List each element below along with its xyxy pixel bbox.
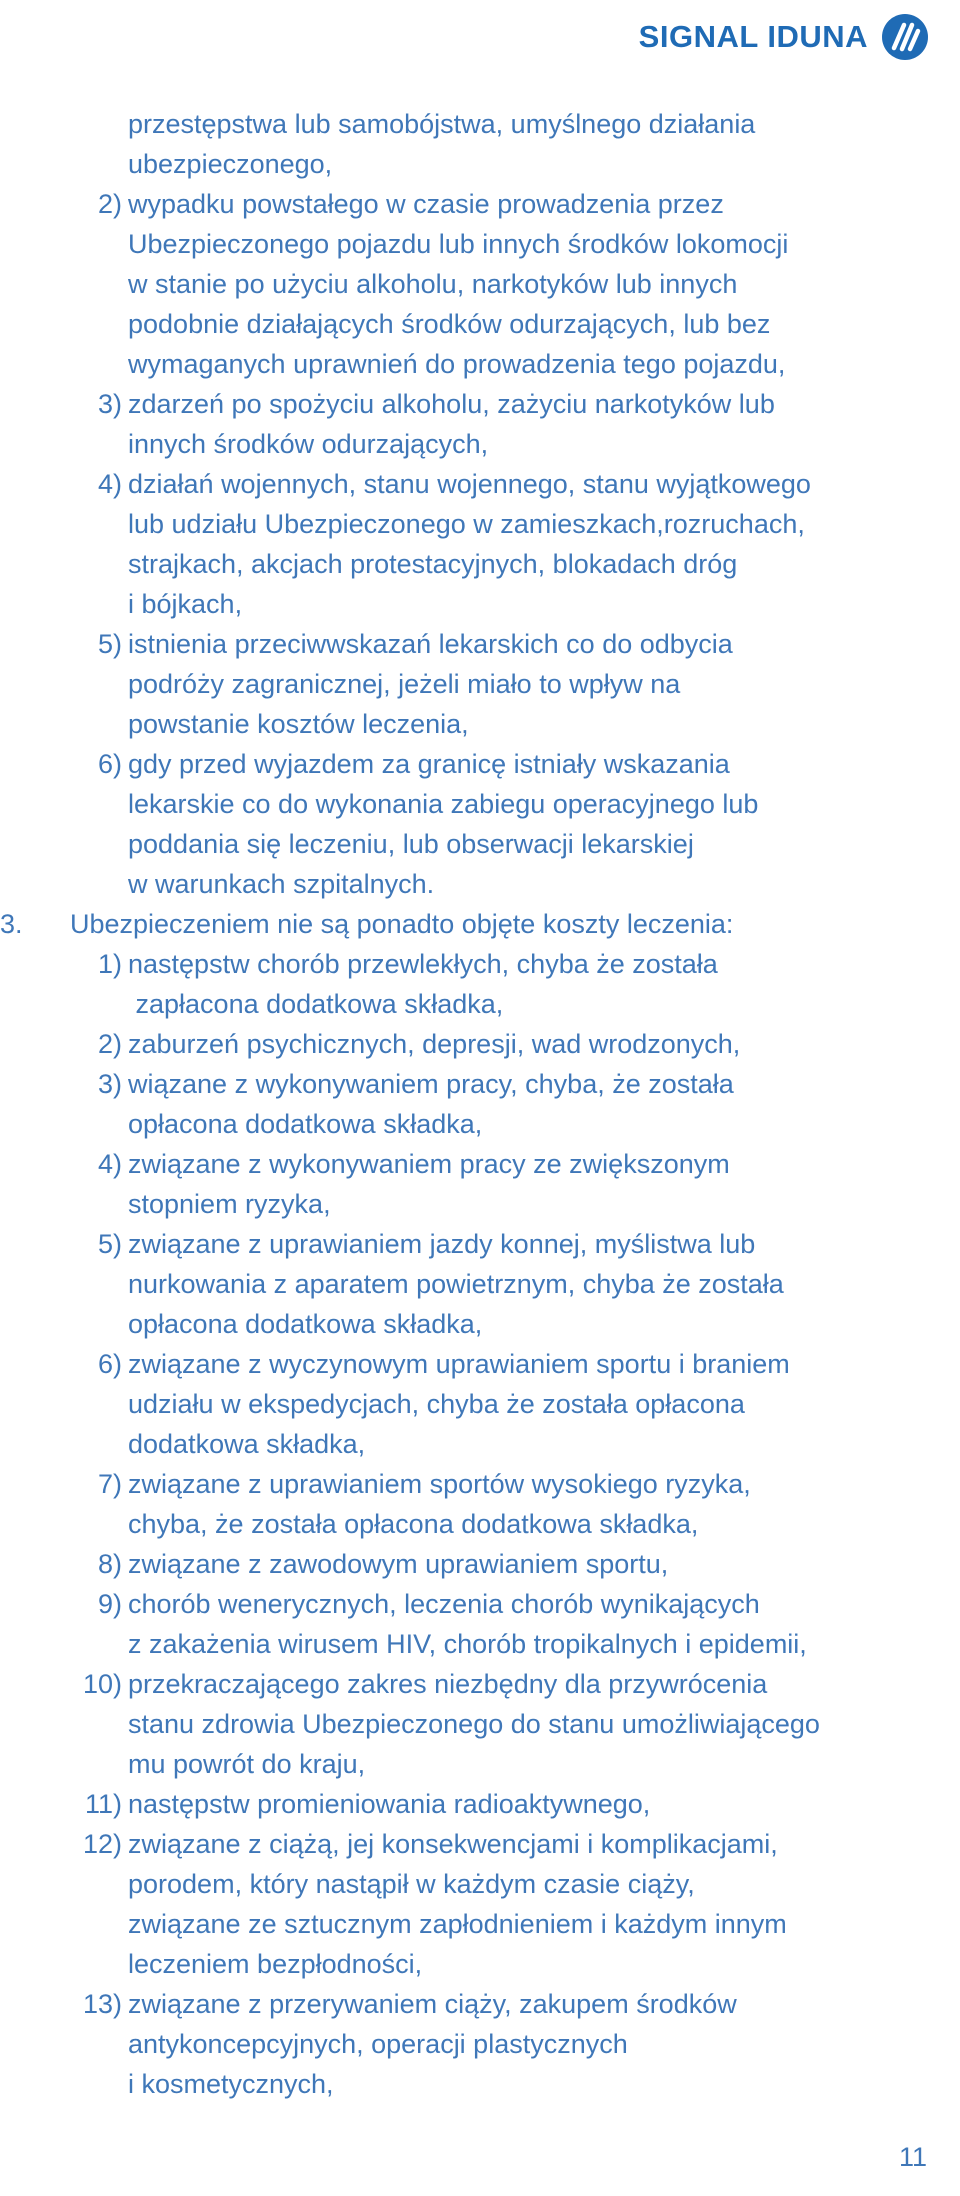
list-item-line: [70, 624, 925, 664]
line-text: opłacona dodatkowa składka,: [128, 1109, 483, 1139]
list-item-line: [70, 1544, 925, 1584]
list-item-line: [70, 184, 925, 224]
brand-name: SIGNAL IDUNA: [638, 19, 868, 54]
list-item-line: [70, 464, 925, 504]
list-item-number: 5): [97, 1229, 122, 1259]
line-text: i kosmetycznych,: [128, 2069, 334, 2099]
line-text: Ubezpieczonego pojazdu lub innych środków lokomocji: [128, 229, 789, 259]
line-text: ubezpieczonego,: [128, 149, 333, 179]
line-text: poddania się leczeniu, lub obserwacji lekarskiej: [128, 829, 694, 859]
continuation-line: [70, 1104, 925, 1144]
continuation-line: [70, 224, 925, 264]
list-item-number: 9): [97, 1589, 122, 1619]
continuation-line: [70, 1184, 925, 1224]
list-item-line: [70, 1664, 925, 1704]
line-text: strajkach, akcjach protestacyjnych, blokadach dróg: [128, 549, 738, 579]
line-text: związane z przerywaniem ciąży, zakupem środków: [128, 1989, 737, 2019]
line-text: podobnie działających środków odurzających, lub bez: [128, 309, 771, 339]
continuation-line: [70, 584, 925, 624]
line-text: leczeniem bezpłodności,: [128, 1949, 423, 1979]
continuation-line: [70, 1944, 925, 1984]
continuation-line: [70, 1424, 925, 1464]
list-item-number: 4): [97, 1149, 122, 1179]
continuation-line: [70, 984, 925, 1024]
list-item-number: 7): [97, 1469, 122, 1499]
line-text: związane z uprawianiem sportów wysokiego ryzyka,: [128, 1469, 751, 1499]
continuation-line: [70, 264, 925, 304]
continuation-line: [70, 664, 925, 704]
line-text: dodatkowa składka,: [128, 1429, 366, 1459]
continuation-line: [70, 144, 925, 184]
list-item-number: 13): [82, 1989, 122, 2019]
brand-header: [639, 12, 930, 62]
line-text: z zakażenia wirusem HIV, chorób tropikalnych i epidemii,: [128, 1629, 807, 1659]
line-text: związane z wyczynowym uprawianiem sportu i braniem: [128, 1349, 790, 1379]
line-text: udziału w ekspedycjach, chyba że została opłacona: [128, 1389, 745, 1419]
list-item-line: [70, 1224, 925, 1264]
list-item-number: 5): [97, 629, 122, 659]
line-text: gdy przed wyjazdem za granicę istniały wskazania: [128, 749, 730, 779]
continuation-line: [70, 104, 925, 144]
list-item-number: 4): [97, 469, 122, 499]
list-item-line: [70, 1064, 925, 1104]
list-item-number: 6): [97, 1349, 122, 1379]
continuation-line: [70, 864, 925, 904]
continuation-line: [70, 704, 925, 744]
list-item-line: [70, 1024, 925, 1064]
line-text: w warunkach szpitalnych.: [128, 869, 435, 899]
line-text: związane z zawodowym uprawianiem sportu,: [128, 1549, 669, 1579]
list-item-number: 2): [97, 189, 122, 219]
continuation-line: [70, 1504, 925, 1544]
signal-iduna-logo-icon: [880, 12, 930, 62]
line-text: mu powrót do kraju,: [128, 1749, 366, 1779]
line-text: lekarskie co do wykonania zabiegu operacyjnego lub: [128, 789, 759, 819]
line-text: związane z ciążą, jej konsekwencjami i komplikacjami,: [128, 1829, 778, 1859]
line-text: porodem, który nastąpił w każdym czasie ciąży,: [128, 1869, 695, 1899]
continuation-line: [70, 304, 925, 344]
line-text: Ubezpieczeniem nie są ponadto objęte koszty leczenia:: [70, 909, 734, 939]
list-item-line: [70, 944, 925, 984]
line-text: chorób wenerycznych, leczenia chorób wynikających: [128, 1589, 760, 1619]
list-item-line: [70, 744, 925, 784]
line-text: antykoncepcyjnych, operacji plastycznych: [128, 2029, 628, 2059]
line-text: związane z uprawianiem jazdy konnej, myślistwa lub: [128, 1229, 756, 1259]
line-text: i bójkach,: [128, 589, 243, 619]
list-item-line: [70, 1584, 925, 1624]
list-item-line: [70, 1984, 925, 2024]
line-text: przekraczającego zakres niezbędny dla przywrócenia: [128, 1669, 768, 1699]
line-text: związane ze sztucznym zapłodnieniem i każdym innym: [128, 1909, 787, 1939]
continuation-line: [70, 1304, 925, 1344]
section-line: [0, 904, 925, 944]
line-text: działań wojennych, stanu wojennego, stanu wyjątkowego: [128, 469, 811, 499]
line-text: istnienia przeciwwskazań lekarskich co do odbycia: [128, 629, 733, 659]
line-text: nurkowania z aparatem powietrznym, chyba że została: [128, 1269, 784, 1299]
list-item-number: 8): [97, 1549, 122, 1579]
continuation-line: [70, 1904, 925, 1944]
list-item-number: 1): [97, 949, 122, 979]
continuation-line: [70, 1864, 925, 1904]
line-text: następstw chorób przewlekłych, chyba że została: [128, 949, 718, 979]
continuation-line: [70, 2064, 925, 2104]
line-text: wymaganych uprawnień do prowadzenia tego pojazdu,: [128, 349, 786, 379]
continuation-line: [70, 1264, 925, 1304]
list-item-line: [70, 1784, 925, 1824]
list-item-number: 3): [97, 389, 122, 419]
line-text: chyba, że została opłacona dodatkowa składka,: [128, 1509, 699, 1539]
line-text: podróży zagranicznej, jeżeli miało to wpływ na: [128, 669, 681, 699]
list-item-number: 6): [97, 749, 122, 779]
line-text: zapłacona dodatkowa składka,: [128, 989, 504, 1019]
list-item-line: [70, 1344, 925, 1384]
line-text: wypadku powstałego w czasie prowadzenia przez: [128, 189, 724, 219]
line-text: w stanie po użyciu alkoholu, narkotyków lub innych: [128, 269, 738, 299]
line-text: stopniem ryzyka,: [128, 1189, 331, 1219]
continuation-line: [70, 504, 925, 544]
continuation-line: [70, 2024, 925, 2064]
list-item-number: 2): [97, 1029, 122, 1059]
line-text: innych środków odurzających,: [128, 429, 489, 459]
list-item-number: 3): [97, 1069, 122, 1099]
line-text: przestępstwa lub samobójstwa, umyślnego działania: [128, 109, 756, 139]
continuation-line: [70, 1384, 925, 1424]
continuation-line: [70, 344, 925, 384]
continuation-line: [70, 544, 925, 584]
line-text: lub udziału Ubezpieczonego w zamieszkach,rozruchach,: [128, 509, 805, 539]
section-number: 3.: [0, 909, 23, 939]
line-text: następstw promieniowania radioaktywnego,: [128, 1789, 651, 1819]
continuation-line: [70, 1704, 925, 1744]
list-item-number: 11): [84, 1789, 122, 1819]
continuation-line: [70, 1744, 925, 1784]
line-text: stanu zdrowia Ubezpieczonego do stanu umożliwiającego: [128, 1709, 820, 1739]
document-body: [0, 104, 925, 2104]
list-item-number: 12): [82, 1829, 122, 1859]
page-number: 11: [898, 2142, 927, 2172]
list-item-line: [70, 384, 925, 424]
line-text: powstanie kosztów leczenia,: [128, 709, 469, 739]
line-text: zaburzeń psychicznych, depresji, wad wrodzonych,: [128, 1029, 741, 1059]
list-item-line: [70, 1144, 925, 1184]
continuation-line: [70, 824, 925, 864]
list-item-line: [70, 1464, 925, 1504]
line-text: związane z wykonywaniem pracy ze zwiększonym: [128, 1149, 730, 1179]
list-item-number: 10): [82, 1669, 122, 1699]
line-text: opłacona dodatkowa składka,: [128, 1309, 483, 1339]
continuation-line: [70, 1624, 925, 1664]
line-text: wiązane z wykonywaniem pracy, chyba, że została: [128, 1069, 734, 1099]
continuation-line: [70, 424, 925, 464]
continuation-line: [70, 784, 925, 824]
list-item-line: [70, 1824, 925, 1864]
line-text: zdarzeń po spożyciu alkoholu, zażyciu narkotyków lub: [128, 389, 775, 419]
